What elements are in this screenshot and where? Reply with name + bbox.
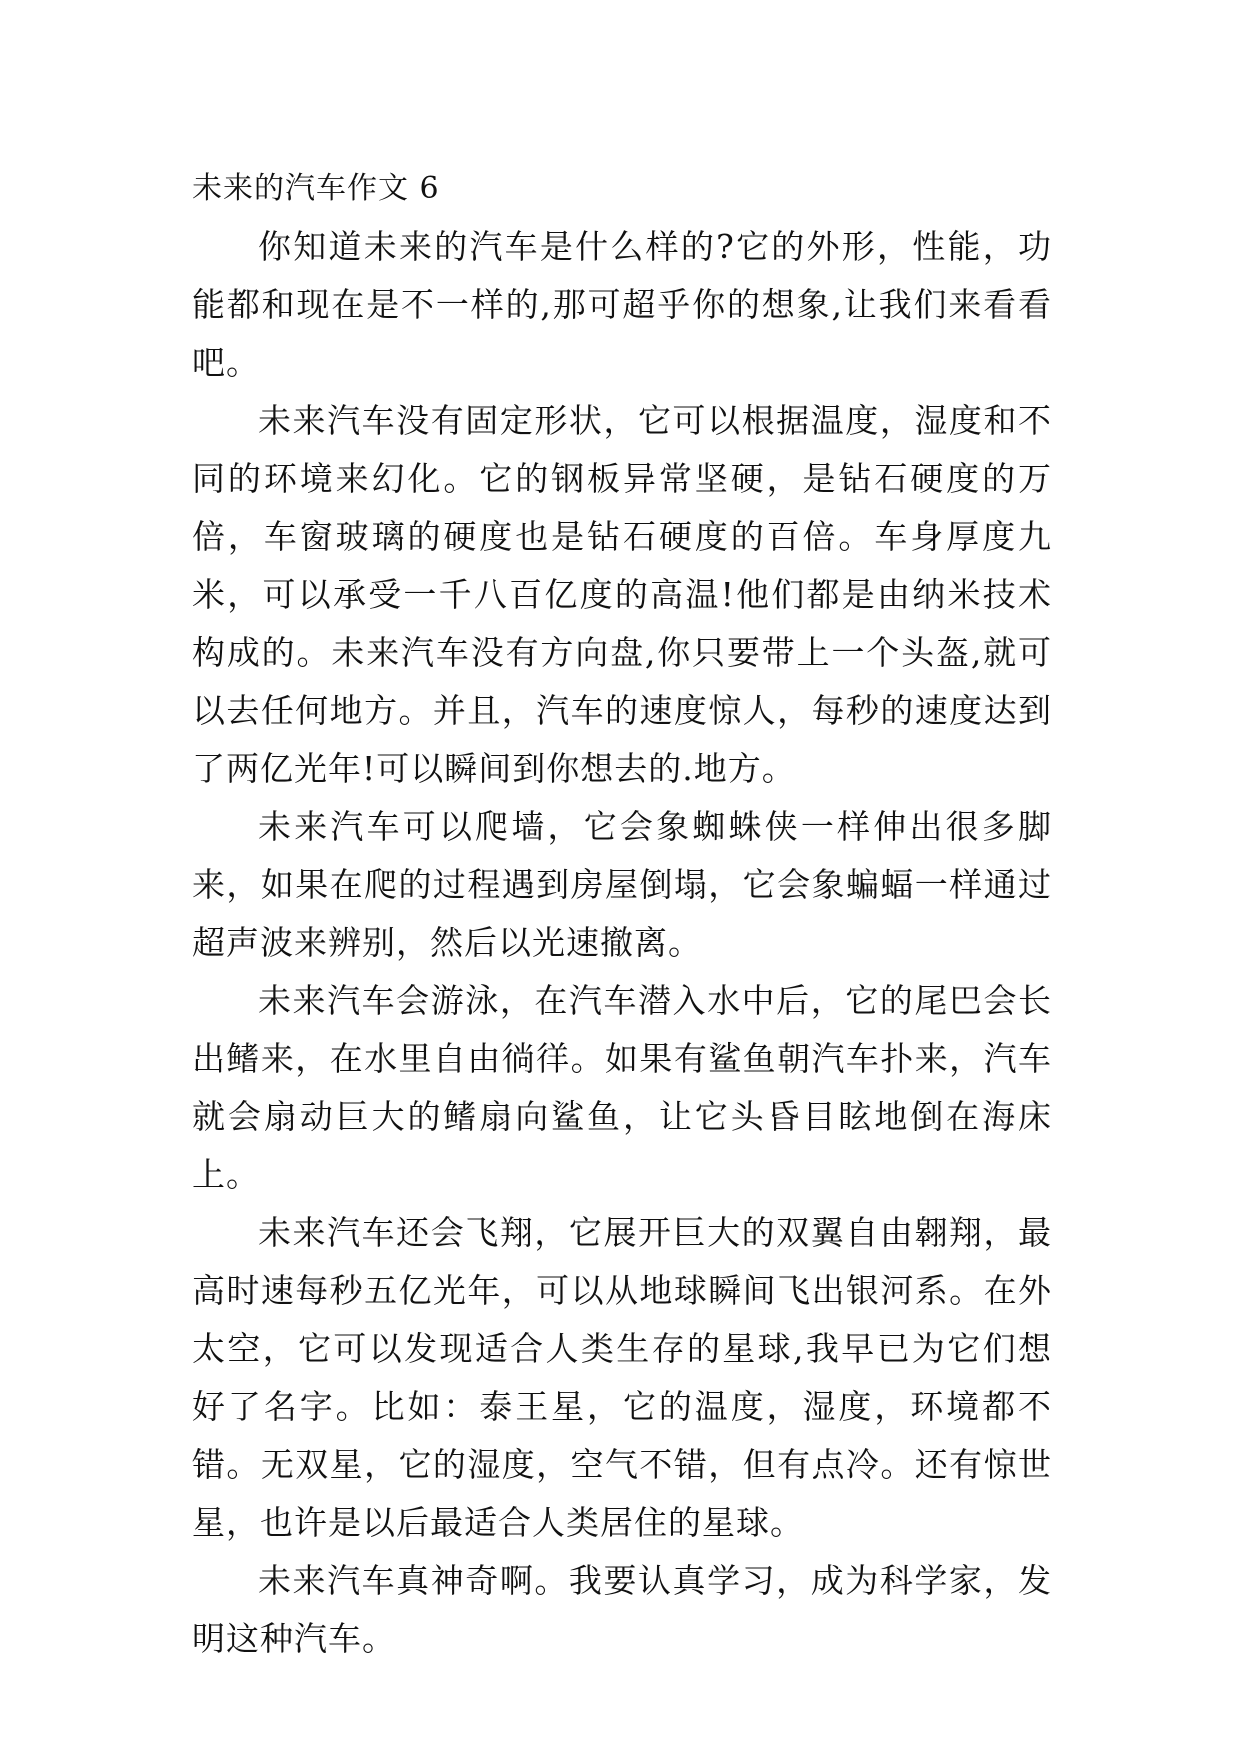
paragraph-2: 未来汽车没有固定形状，它可以根据温度，湿度和不同的环境来幻化。它的钢板异常坚硬，是钻石硬度的万倍，车窗玻璃的硬度也是钻石硬度的百倍。车身厚度九米，可以承受一千八百亿度的高温!他们都是由纳米技术构成的。未来汽车没有方向盘,你只要带上一个头盔,就可以去任何地方。并且，汽车的速度惊人，每秒的速度达到了两亿光年!可以瞬间到你想去的.地方。 [192, 401, 1052, 788]
paragraph-1: 你知道未来的汽车是什么样的?它的外形，性能，功能都和现在是不一样的,那可超乎你的想象,让我们来看看吧。 [192, 227, 1052, 382]
paragraph-6: 未来汽车真神奇啊。我要认真学习，成为科学家，发明这种汽车。 [192, 1561, 1052, 1658]
document-title: 未来的汽车作文 6 [192, 171, 440, 206]
paragraph-4: 未来汽车会游泳，在汽车潜入水中后，它的尾巴会长出鳍来，在水里自由徜徉。如果有鲨鱼朝汽车扑来，汽车就会扇动巨大的鳍扇向鲨鱼，让它头昏目眩地倒在海床上。 [192, 981, 1052, 1194]
paragraph-5: 未来汽车还会飞翔，它展开巨大的双翼自由翱翔，最高时速每秒五亿光年，可以从地球瞬间飞出银河系。在外太空，它可以发现适合人类生存的星球,我早已为它们想好了名字。比如：泰王星，它的温度，湿度，环境都不错。无双星，它的湿度，空气不错，但有点冷。还有惊世星，也许是以后最适合人类居住的星球。 [192, 1213, 1052, 1542]
document-page [192, 160, 1052, 1668]
paragraph-3: 未来汽车可以爬墙，它会象蜘蛛侠一样伸出很多脚来，如果在爬的过程遇到房屋倒塌，它会象蝙蝠一样通过超声波来辨别，然后以光速撤离。 [192, 807, 1052, 962]
